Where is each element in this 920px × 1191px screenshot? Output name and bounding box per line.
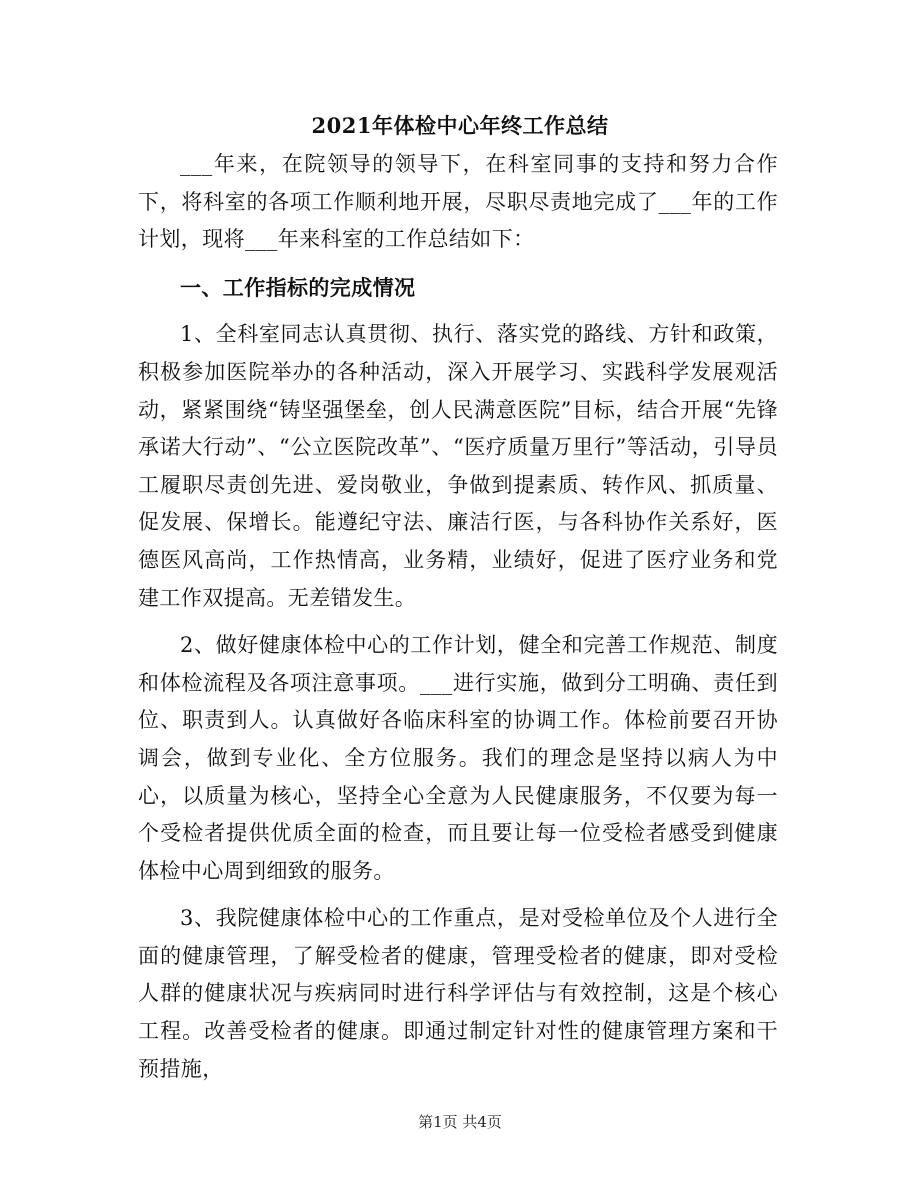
paragraph-1: 1、全科室同志认真贯彻、执行、落实党的路线、方针和政策，积极参加医院举办的各种活动，深入开展学习、实践科学发展观活动，紧紧围绕“铸坚强堡垒，创人民满意医院”目标，结合开展“先锋承诺大行动”、“公立医院改革”、“医疗质量万里行”等活动，引导员工履职尽责创先进、爱岗敬业，争做到提素质、转作风、抓质量、促发展、保增长。能遵纪守法、廉洁行医，与各科协作关系好，医德医风高尚，工作热情高，业务精，业绩好，促进了医疗业务和党建工作双提高。无差错发生。	[138, 322, 778, 610]
paragraph-3: 3、我院健康体检中心的工作重点，是对受检单位及个人进行全面的健康管理，了解受检者的健康，管理受检者的健康，即对受检人群的健康状况与疾病同时进行科学评估与有效控制，这是个核心工程。改善受检者的健康。即通过制定针对性的健康管理方案和干预措施，	[138, 906, 778, 1081]
intro-paragraph: ___年来，在院领导的领导下，在科室同事的支持和努力合作下，将科室的各项工作顺利地开展，尽职尽责地完成了___年的工作计划，现将___年来科室的工作总结如下：	[138, 152, 778, 252]
section-heading: 一、工作指标的完成情况	[180, 274, 416, 300]
document-body	[138, 146, 778, 1088]
paragraph-2: 2、做好健康体检中心的工作计划，健全和完善工作规范、制度和体检流程及各项注意事项。___进行实施，做到分工明确、责任到位、职责到人。认真做好各临床科室的协调工作。体检前要召开协调会，做到专业化、全方位服务。我们的理念是坚持以病人为中心，以质量为核心，坚持全心全意为人民健康服务，不仅要为每一个受检者提供优质全面的检查，而且要让每一位受检者感受到健康体检中心周到细致的服务。	[138, 633, 778, 883]
page-number: 第1页 共4页	[418, 1113, 502, 1131]
document-title: 2021年体检中心年终工作总结	[311, 113, 609, 138]
